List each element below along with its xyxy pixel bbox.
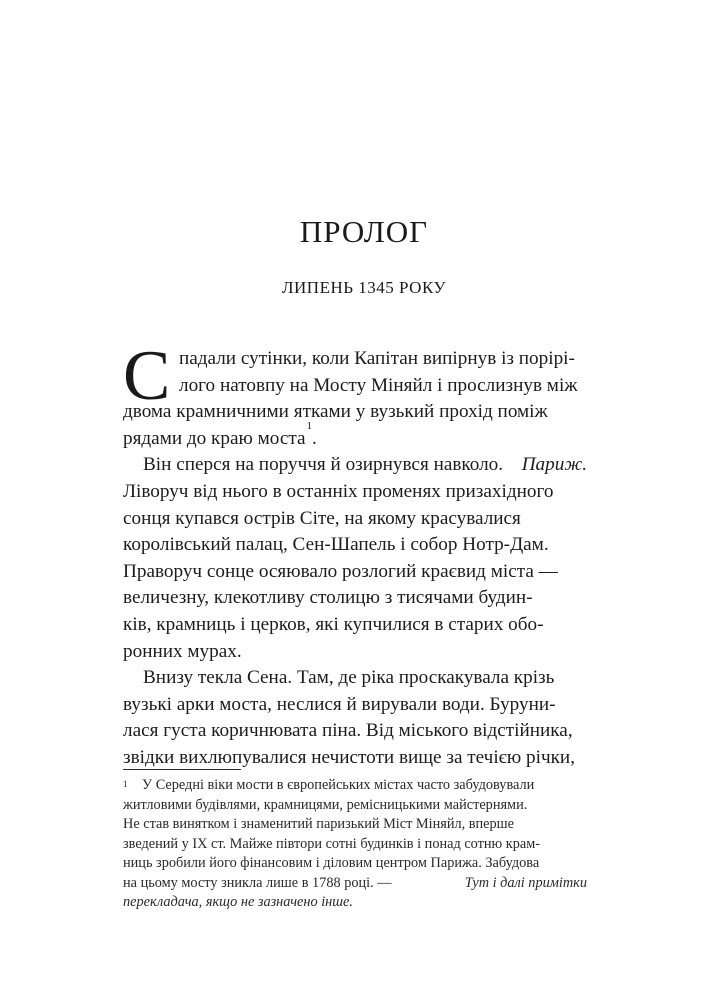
footnote-line: ниць зробили його фінансовим і діловим центром Парижа. Забудова xyxy=(123,855,540,871)
italic-word: Париж. xyxy=(521,454,587,476)
text-line: ронних мурах. xyxy=(123,640,242,662)
footnote-line: Не став винятком і знаменитий паризький Міст Міняйл, вперше xyxy=(123,816,515,832)
text-line: падали сутінки, коли Капітан випірнув із порірі- xyxy=(179,348,575,369)
footnote-italic: Тут і далі примітки xyxy=(464,874,587,891)
footnote-line: на цьому мосту зникла лише в 1788 році. — Тут і далі примітки xyxy=(123,874,587,894)
footnote-line: перекладача, якщо не зазначено інше. xyxy=(123,894,353,910)
text-line: Внизу текла Сена. Там, де ріка проскакувала крізь xyxy=(143,667,555,689)
footnote-line: зведений у IX ст. Майже півтори сотні будинків і понад сотню крам- xyxy=(123,835,541,852)
text-line: ків, крамниць і церков, які купчилися в старих обо- xyxy=(123,613,544,635)
footnote-reference[interactable]: 1 xyxy=(306,419,312,432)
text-line: Він сперся на поруччя й озирнувся навколо. Париж. xyxy=(123,452,587,479)
footnote xyxy=(123,776,587,913)
footnote-divider xyxy=(123,769,241,770)
body-text xyxy=(123,337,587,772)
text-line: звідки вихлюпувалися нечистоти вище за течією річки, xyxy=(123,746,575,768)
drop-cap: С xyxy=(123,337,171,415)
chapter-title: ПРОЛОГ xyxy=(299,214,429,249)
text-line: лася густа коричнювата піна. Від міського відстійника, xyxy=(123,720,573,742)
chapter-date: ЛИПЕНЬ 1345 РОКУ xyxy=(282,278,446,297)
text-line: лого натовпу на Мосту Міняйл і прослизнув між xyxy=(179,374,578,396)
text-line: вузькі арки моста, неслися й вирували води. Буруни- xyxy=(123,693,556,715)
text-line: королівський палац, Сен-Шапель і собор Нотр-Дам. xyxy=(123,534,549,556)
text-line: сонця купався острів Сіте, на якому красувалися xyxy=(123,507,521,529)
text-line: Ліворуч від нього в останніх променях призахідного xyxy=(123,480,554,502)
footnote-number: 1 xyxy=(123,779,128,789)
text-line: величезну, клекотливу столицю з тисячами будин- xyxy=(123,587,533,609)
footnote-line: У Середні віки мости в європейських містах часто забудовували xyxy=(142,777,535,793)
footnote-line: житловими будівлями, крамницями, ремісницькими майстернями. xyxy=(123,796,528,813)
text-line: рядами до краю моста 1 . xyxy=(123,426,587,453)
text-line: двома крамничними ятками у вузький прохід поміж xyxy=(123,401,548,423)
text-line: Праворуч сонце осяювало розлогий краєвид міста — xyxy=(123,560,558,582)
